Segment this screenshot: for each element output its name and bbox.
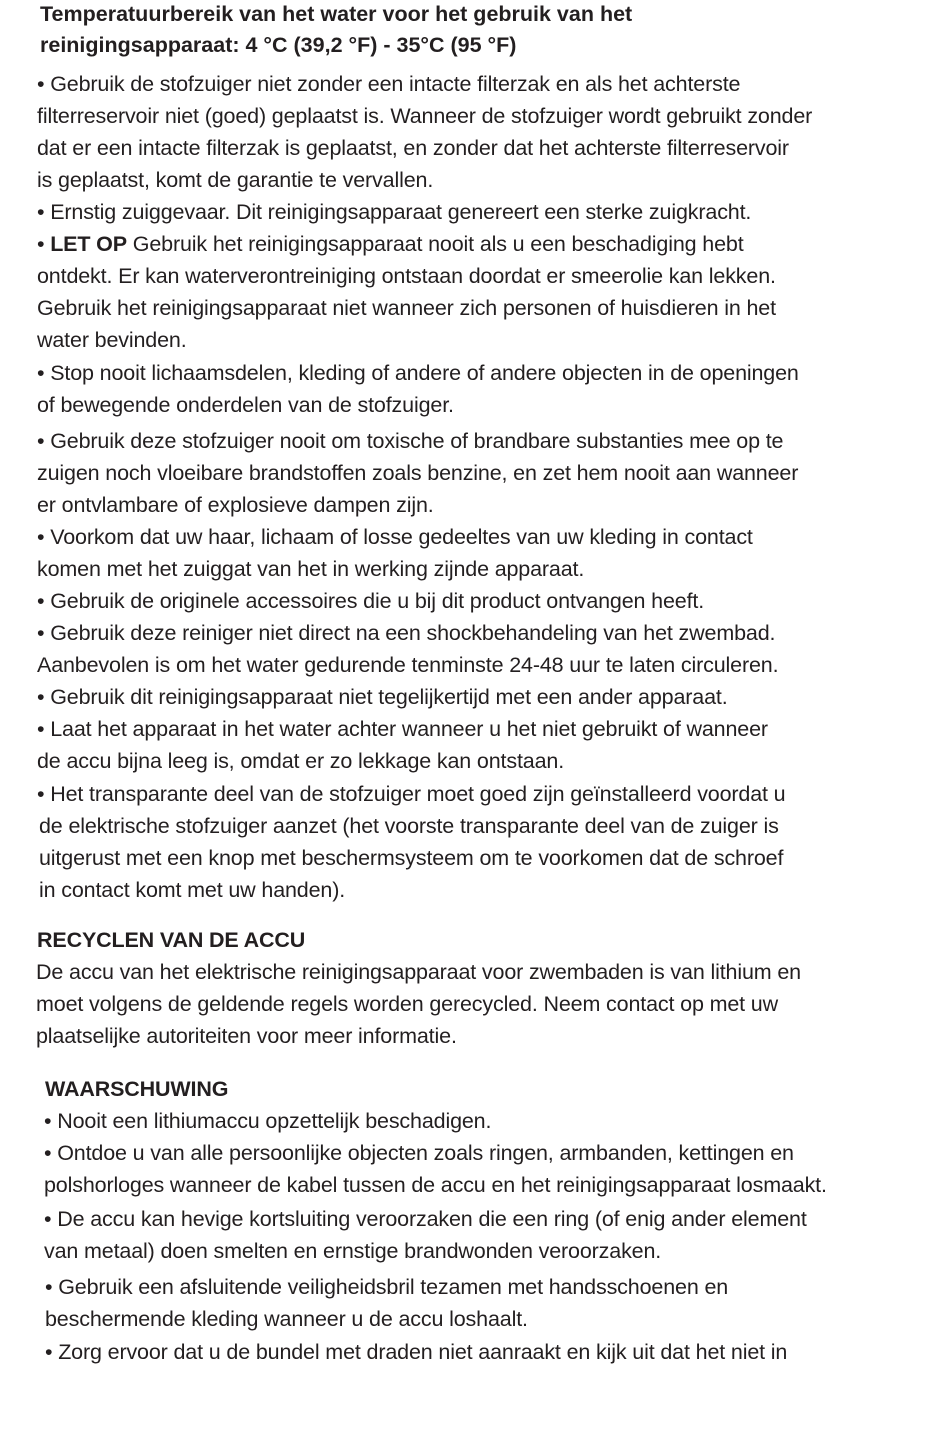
warning-heading: WAARSCHUWING	[45, 1077, 229, 1101]
caution-text: Gebruik het reinigingsapparaat nooit als u een beschadiging hebt	[126, 232, 744, 256]
warning-item: beschermende kleding wanneer u de accu loshaalt.	[45, 1307, 528, 1331]
warning-item: polshorloges wanneer de kabel tussen de accu en het reinigingsapparaat losmaakt.	[44, 1173, 827, 1197]
warning-item: • Nooit een lithiumaccu opzettelijk beschadigen.	[44, 1109, 492, 1133]
caution-bullet: •	[37, 232, 51, 256]
list-item: er ontvlambare of explosieve dampen zijn.	[37, 493, 434, 517]
page-title-line-2: reinigingsapparaat: 4 °C (39,2 °F) - 35°C (95 °F)	[40, 33, 517, 57]
list-item: komen met het zuiggat van het in werking zijnde apparaat.	[37, 557, 585, 581]
warning-item: van metaal) doen smelten en ernstige brandwonden veroorzaken.	[44, 1239, 662, 1263]
list-item: • Voorkom dat uw haar, lichaam of losse gedeeltes van uw kleding in contact	[37, 525, 753, 549]
list-item: • Ernstig zuiggevaar. Dit reinigingsapparaat genereert een sterke zuigkracht.	[37, 200, 752, 224]
list-item: • Laat het apparaat in het water achter wanneer u het niet gebruikt of wanneer	[37, 717, 768, 741]
list-item: is geplaatst, komt de garantie te vervallen.	[37, 168, 434, 192]
list-item: • Gebruik de originele accessoires die u bij dit product ontvangen heeft.	[37, 589, 705, 613]
recycling-heading: RECYCLEN VAN DE ACCU	[37, 928, 306, 952]
list-item: • Gebruik deze reiniger niet direct na een shockbehandeling van het zwembad.	[37, 621, 776, 645]
recycling-text: De accu van het elektrische reinigingsapparaat voor zwembaden is van lithium en	[36, 960, 801, 984]
warning-item: • Ontdoe u van alle persoonlijke objecten zoals ringen, armbanden, kettingen en	[44, 1141, 794, 1165]
list-item: • Stop nooit lichaamsdelen, kleding of andere of andere objecten in de openingen	[37, 361, 799, 385]
list-item: water bevinden.	[37, 328, 187, 352]
caution-line	[37, 230, 744, 258]
warning-item: • De accu kan hevige kortsluiting veroorzaken die een ring (of enig ander element	[44, 1207, 807, 1231]
list-item: • Gebruik de stofzuiger niet zonder een intacte filterzak en als het achterste	[37, 72, 741, 96]
page-title-line-1: Temperatuurbereik van het water voor het gebruik van het	[40, 2, 633, 26]
list-item: Gebruik het reinigingsapparaat niet wanneer zich personen of huisdieren in het	[37, 296, 776, 320]
warning-item: • Zorg ervoor dat u de bundel met draden niet aanraakt en kijk uit dat het niet in	[45, 1340, 788, 1364]
list-item: • Gebruik deze stofzuiger nooit om toxische of brandbare substanties mee op te	[37, 429, 784, 453]
list-item: Aanbevolen is om het water gedurende tenminste 24-48 uur te laten circuleren.	[37, 653, 779, 677]
list-item: uitgerust met een knop met beschermsysteem om te voorkomen dat de schroef	[39, 846, 784, 870]
list-item: filterreservoir niet (goed) geplaatst is. Wanneer de stofzuiger wordt gebruikt zonder	[37, 104, 813, 128]
list-item: • Gebruik dit reinigingsapparaat niet tegelijkertijd met een ander apparaat.	[37, 685, 728, 709]
recycling-text: moet volgens de geldende regels worden gerecycled. Neem contact op met uw	[36, 992, 778, 1016]
list-item: • Het transparante deel van de stofzuiger moet goed zijn geïnstalleerd voordat u	[37, 782, 786, 806]
warning-item: • Gebruik een afsluitende veiligheidsbril tezamen met handsschoenen en	[45, 1275, 729, 1299]
list-item: de accu bijna leeg is, omdat er zo lekkage kan ontstaan.	[37, 749, 565, 773]
list-item: of bewegende onderdelen van de stofzuiger.	[37, 393, 454, 417]
recycling-text: plaatselijke autoriteiten voor meer informatie.	[36, 1024, 457, 1048]
list-item: ontdekt. Er kan waterverontreiniging ontstaan doordat er smeerolie kan lekken.	[37, 264, 776, 288]
list-item: in contact komt met uw handen).	[39, 878, 346, 902]
list-item: zuigen noch vloeibare brandstoffen zoals benzine, en zet hem nooit aan wanneer	[37, 461, 799, 485]
list-item: de elektrische stofzuiger aanzet (het voorste transparante deel van de zuiger is	[39, 814, 779, 838]
list-item: dat er een intacte filterzak is geplaatst, en zonder dat het achterste filterreservoir	[37, 136, 789, 160]
caution-label: LET OP	[50, 232, 127, 256]
